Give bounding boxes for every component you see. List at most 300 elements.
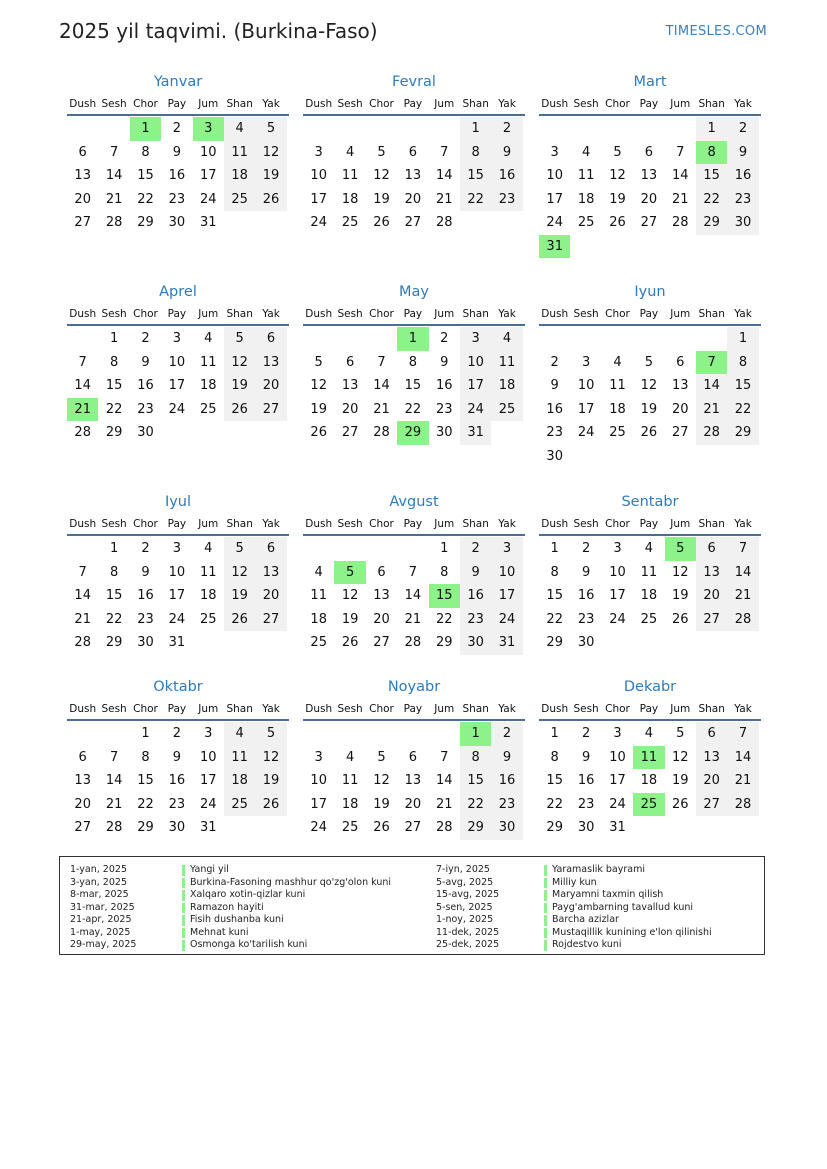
empty-cell	[602, 327, 633, 351]
day-cell: 19	[224, 374, 255, 398]
empty-cell	[665, 327, 696, 351]
day-cell: 19	[341, 611, 359, 627]
day-cell: 3	[550, 144, 559, 160]
day-cell: 7	[109, 144, 119, 160]
day-cell: 9	[172, 749, 181, 765]
day-cell: 19	[671, 588, 689, 603]
day-cell: 16	[435, 378, 453, 393]
weekday-label: Yak	[498, 703, 516, 715]
day-grid	[539, 117, 761, 258]
holiday-day-cell: 5	[334, 561, 365, 585]
day-cell: 31	[199, 820, 217, 835]
day-cell: 14	[727, 746, 758, 770]
day-cell: 15	[404, 378, 422, 393]
day-cell: 16	[727, 164, 758, 188]
day-cell: 11	[577, 168, 595, 183]
holiday-day-cell: 15	[429, 584, 460, 608]
day-cell: 7	[440, 144, 449, 160]
day-cell: 28	[435, 215, 453, 230]
day-cell: 23	[577, 611, 595, 627]
empty-cell	[696, 327, 727, 351]
day-cell: 8	[141, 144, 150, 160]
day-cell: 2	[550, 354, 559, 370]
day-cell: 22	[105, 401, 123, 417]
empty-cell	[98, 722, 129, 746]
day-cell: 10	[491, 561, 522, 585]
day-cell: 22	[435, 611, 453, 627]
empty-cell	[366, 327, 397, 351]
day-cell: 12	[609, 168, 626, 183]
day-cell: 2	[172, 726, 181, 741]
day-cell: 4	[644, 541, 653, 556]
day-cell: 1	[696, 117, 727, 141]
empty-cell	[429, 117, 460, 141]
site-link[interactable]: TIMESLES.COM	[665, 24, 767, 39]
weekday-label: Jum	[670, 308, 691, 320]
day-cell: 11	[609, 378, 626, 393]
day-cell: 4	[314, 564, 323, 580]
day-cell: 20	[255, 584, 286, 608]
weekday-label: Chor	[605, 518, 630, 530]
day-cell: 21	[373, 401, 390, 417]
holiday-day-cell: 8	[696, 141, 727, 165]
day-cell: 25	[341, 215, 359, 230]
day-cell: 6	[78, 749, 87, 765]
empty-cell	[67, 117, 98, 141]
day-cell: 7	[109, 749, 119, 765]
day-cell: 27	[341, 425, 359, 440]
day-cell: 21	[435, 796, 453, 812]
day-cell: 21	[105, 191, 123, 207]
day-cell: 26	[341, 635, 359, 650]
day-cell: 16	[577, 588, 595, 603]
weekday-label: Dush	[541, 308, 569, 320]
holiday-name: Payg'ambarning tavallud kuni	[552, 901, 694, 913]
day-cell: 17	[609, 773, 626, 788]
day-cell: 29	[105, 425, 123, 440]
day-cell: 30	[727, 211, 758, 235]
holiday-marker-icon	[544, 865, 547, 876]
day-cell: 26	[255, 188, 286, 212]
month-name: Sentabr	[621, 494, 679, 510]
day-cell: 2	[141, 541, 150, 556]
weekday-label: Chor	[133, 308, 158, 320]
day-cell: 9	[141, 354, 150, 370]
day-cell: 12	[373, 168, 390, 183]
day-cell: 10	[609, 749, 626, 765]
day-cell: 13	[255, 561, 286, 585]
day-cell: 11	[224, 746, 255, 770]
weekday-label: Sesh	[101, 703, 127, 715]
day-cell: 1	[440, 541, 449, 556]
weekday-label: Pay	[639, 98, 659, 110]
day-cell: 12	[310, 378, 327, 393]
day-cell: 11	[199, 564, 217, 580]
weekday-label: Sesh	[573, 308, 599, 320]
weekday-label: Jum	[198, 98, 219, 110]
empty-cell	[98, 117, 129, 141]
day-cell: 11	[341, 773, 359, 788]
weekday-label: Dush	[305, 703, 333, 715]
day-cell: 19	[255, 164, 286, 188]
month-name: Yanvar	[153, 74, 203, 90]
day-cell: 30	[168, 820, 186, 835]
day-cell: 10	[460, 351, 491, 375]
weekday-header	[67, 514, 289, 536]
month-name: Fevral	[392, 74, 436, 90]
day-cell: 19	[373, 796, 390, 812]
day-cell: 12	[373, 773, 390, 788]
day-cell: 2	[172, 121, 181, 136]
day-cell: 9	[460, 561, 491, 585]
day-cell: 10	[310, 773, 327, 788]
weekday-label: Chor	[133, 703, 158, 715]
month-name: Oktabr	[153, 679, 203, 695]
weekday-label: Chor	[369, 308, 394, 320]
day-cell: 22	[460, 188, 491, 212]
day-cell: 24	[310, 215, 327, 230]
weekday-header	[539, 514, 761, 536]
day-cell: 2	[727, 117, 758, 141]
day-cell: 24	[609, 611, 626, 627]
weekday-label: Pay	[639, 308, 659, 320]
weekday-label: Sesh	[337, 98, 363, 110]
holiday-marker-icon	[544, 915, 547, 926]
day-cell: 12	[671, 749, 689, 765]
month-aprel	[67, 280, 289, 445]
day-grid	[67, 722, 289, 840]
day-cell: 15	[460, 769, 491, 793]
day-cell: 18	[199, 378, 217, 393]
day-cell: 14	[435, 168, 453, 183]
day-cell: 25	[224, 793, 255, 817]
day-cell: 17	[310, 191, 327, 207]
day-cell: 14	[373, 378, 390, 393]
holiday-date: 15-avg, 2025	[436, 889, 500, 900]
day-cell: 23	[491, 793, 522, 817]
day-cell: 3	[613, 726, 622, 741]
day-cell: 14	[696, 374, 727, 398]
day-cell: 28	[74, 635, 91, 650]
day-cell: 17	[168, 588, 186, 603]
day-cell: 4	[581, 144, 591, 160]
day-cell: 1	[460, 117, 491, 141]
day-cell: 7	[377, 354, 386, 370]
day-cell: 6	[78, 144, 87, 160]
day-cell: 18	[640, 773, 658, 788]
holiday-legend	[59, 856, 765, 955]
day-cell: 10	[577, 378, 595, 393]
day-cell: 9	[581, 564, 591, 580]
day-cell: 4	[345, 749, 355, 765]
day-cell: 11	[640, 564, 658, 580]
day-cell: 10	[310, 168, 327, 183]
day-cell: 5	[255, 722, 286, 746]
weekday-label: Shan	[462, 308, 489, 320]
day-cell: 21	[671, 191, 689, 207]
day-cell: 13	[671, 378, 689, 393]
day-cell: 28	[696, 421, 727, 445]
day-cell: 8	[550, 749, 559, 765]
holiday-date: 21-apr, 2025	[70, 914, 132, 925]
day-cell: 23	[460, 608, 491, 632]
day-grid	[539, 537, 761, 655]
day-cell: 22	[727, 398, 758, 422]
day-cell: 12	[671, 564, 689, 580]
day-cell: 23	[435, 401, 453, 417]
day-cell: 26	[640, 425, 658, 440]
page-title: 2025 yil taqvimi. (Burkina-Faso)	[59, 19, 378, 43]
empty-cell	[67, 722, 98, 746]
day-cell: 30	[491, 816, 522, 840]
day-cell: 29	[435, 635, 453, 650]
day-cell: 19	[310, 401, 327, 417]
day-cell: 17	[546, 191, 563, 207]
day-cell: 11	[224, 141, 255, 165]
holiday-day-cell: 1	[397, 327, 428, 351]
day-cell: 22	[105, 611, 123, 627]
empty-cell	[665, 117, 696, 141]
day-cell: 4	[224, 117, 255, 141]
day-cell: 6	[676, 354, 685, 370]
day-cell: 18	[609, 401, 626, 417]
weekday-label: Shan	[698, 98, 725, 110]
day-cell: 19	[224, 584, 255, 608]
day-cell: 22	[696, 188, 727, 212]
day-cell: 13	[696, 561, 727, 585]
day-cell: 6	[644, 144, 653, 160]
day-cell: 27	[404, 215, 422, 230]
holiday-marker-icon	[544, 890, 547, 901]
day-cell: 5	[377, 749, 386, 765]
day-cell: 14	[74, 588, 91, 603]
holiday-day-cell: 29	[397, 421, 428, 445]
weekday-label: Sesh	[337, 308, 363, 320]
day-cell: 2	[491, 722, 522, 746]
empty-cell	[334, 722, 365, 746]
day-cell: 7	[727, 537, 758, 561]
day-grid	[303, 722, 525, 840]
day-cell: 25	[640, 611, 658, 627]
weekday-label: Sesh	[573, 98, 599, 110]
day-grid	[303, 117, 525, 235]
day-cell: 19	[671, 773, 689, 788]
day-cell: 13	[373, 588, 390, 603]
day-cell: 8	[460, 746, 491, 770]
day-cell: 11	[199, 354, 217, 370]
day-cell: 13	[640, 168, 658, 183]
weekday-label: Jum	[198, 703, 219, 715]
holiday-day-cell: 31	[539, 235, 570, 259]
day-grid	[539, 722, 761, 840]
weekday-label: Pay	[167, 518, 187, 530]
day-cell: 28	[404, 635, 422, 650]
day-cell: 16	[491, 164, 522, 188]
day-cell: 1	[550, 541, 559, 556]
holiday-day-cell: 1	[460, 722, 491, 746]
day-cell: 10	[546, 168, 563, 183]
weekday-label: Pay	[167, 98, 187, 110]
holiday-name: Mustaqillik kunining e'lon qilinishi	[552, 926, 712, 938]
empty-cell	[366, 537, 397, 561]
day-cell: 29	[696, 211, 727, 235]
day-cell: 2	[440, 331, 449, 346]
holiday-date: 7-iyn, 2025	[436, 864, 490, 875]
holiday-day-cell: 7	[696, 351, 727, 375]
day-cell: 25	[199, 401, 217, 417]
day-cell: 29	[137, 215, 154, 230]
holiday-name: Rojdestvo kuni	[552, 939, 622, 950]
weekday-label: Jum	[434, 703, 455, 715]
day-cell: 5	[314, 354, 323, 370]
weekday-label: Yak	[262, 98, 280, 110]
day-cell: 17	[199, 168, 217, 183]
weekday-header	[539, 699, 761, 721]
month-dekabr	[539, 675, 761, 840]
holiday-name: Barcha azizlar	[552, 914, 619, 925]
day-cell: 8	[408, 354, 417, 370]
holiday-name: Fisih dushanba kuni	[190, 914, 284, 925]
day-cell: 18	[199, 588, 217, 603]
holiday-name: Burkina-Fasoning mashhur qo'zg'olon kuni	[190, 876, 392, 888]
day-cell: 14	[105, 773, 123, 788]
day-cell: 15	[105, 378, 123, 393]
day-cell: 21	[404, 611, 422, 627]
day-grid	[303, 537, 525, 655]
empty-cell	[397, 722, 428, 746]
holiday-date: 29-may, 2025	[70, 939, 137, 950]
day-cell: 25	[310, 635, 327, 650]
empty-cell	[67, 537, 98, 561]
day-cell: 16	[168, 773, 186, 788]
day-cell: 6	[255, 327, 286, 351]
day-cell: 20	[255, 374, 286, 398]
weekday-label: Yak	[262, 703, 280, 715]
month-noyabr	[303, 675, 525, 840]
empty-cell	[303, 117, 334, 141]
day-cell: 16	[491, 769, 522, 793]
day-cell: 6	[377, 564, 386, 580]
day-cell: 3	[204, 726, 213, 741]
day-cell: 27	[696, 793, 727, 817]
day-cell: 26	[609, 215, 626, 230]
day-cell: 28	[727, 793, 758, 817]
weekday-label: Chor	[369, 98, 394, 110]
day-cell: 21	[727, 769, 758, 793]
holiday-day-cell: 21	[67, 398, 98, 422]
empty-cell	[303, 722, 334, 746]
day-cell: 4	[491, 327, 522, 351]
day-grid	[67, 537, 289, 655]
day-cell: 27	[255, 608, 286, 632]
day-cell: 3	[172, 331, 181, 346]
day-cell: 30	[137, 635, 154, 650]
day-cell: 14	[105, 168, 123, 183]
holiday-name: Milliy kun	[552, 876, 597, 888]
day-cell: 20	[640, 191, 658, 207]
day-cell: 16	[137, 378, 154, 393]
day-cell: 23	[137, 401, 154, 417]
day-cell: 26	[310, 425, 327, 440]
day-cell: 13	[404, 168, 422, 183]
day-cell: 24	[491, 608, 522, 632]
weekday-label: Chor	[133, 98, 158, 110]
day-cell: 12	[255, 141, 286, 165]
day-cell: 4	[644, 726, 653, 741]
weekday-label: Chor	[133, 518, 158, 530]
day-grid	[67, 327, 289, 445]
weekday-label: Shan	[226, 98, 253, 110]
day-cell: 31	[199, 215, 217, 230]
day-cell: 16	[168, 168, 186, 183]
day-cell: 27	[696, 608, 727, 632]
day-cell: 19	[609, 191, 626, 207]
day-cell: 7	[408, 564, 417, 580]
weekday-header	[539, 304, 761, 326]
day-cell: 28	[671, 215, 689, 230]
day-cell: 4	[224, 722, 255, 746]
holiday-marker-icon	[182, 903, 185, 914]
day-cell: 5	[377, 144, 386, 160]
day-cell: 6	[696, 722, 727, 746]
day-grid	[539, 327, 761, 468]
day-cell: 4	[345, 144, 355, 160]
day-cell: 25	[577, 215, 595, 230]
empty-cell	[633, 117, 664, 141]
holiday-name: Osmonga ko'tarilish kuni	[190, 939, 308, 950]
day-cell: 27	[404, 820, 422, 835]
holiday-name: Yaramaslik bayrami	[552, 864, 645, 875]
day-cell: 25	[224, 188, 255, 212]
day-cell: 2	[491, 117, 522, 141]
day-cell: 21	[696, 398, 727, 422]
day-cell: 30	[577, 635, 595, 650]
day-cell: 20	[696, 584, 727, 608]
day-cell: 10	[168, 354, 186, 370]
weekday-header	[303, 94, 525, 116]
weekday-label: Dush	[69, 518, 97, 530]
weekday-label: Shan	[698, 518, 725, 530]
weekday-label: Jum	[198, 518, 219, 530]
day-cell: 5	[676, 726, 685, 741]
weekday-label: Jum	[670, 703, 691, 715]
day-cell: 8	[550, 564, 559, 580]
day-cell: 29	[727, 421, 758, 445]
holiday-name: Yangi yil	[190, 864, 229, 875]
weekday-label: Pay	[639, 518, 659, 530]
day-cell: 10	[609, 564, 626, 580]
day-cell: 19	[373, 191, 390, 207]
day-cell: 10	[199, 144, 217, 160]
day-cell: 27	[74, 215, 91, 230]
day-cell: 7	[78, 354, 87, 370]
day-cell: 15	[546, 588, 563, 603]
holiday-day-cell: 5	[665, 537, 696, 561]
day-cell: 27	[255, 398, 286, 422]
holiday-date: 1-noy, 2025	[436, 914, 494, 925]
day-cell: 18	[341, 191, 359, 207]
day-cell: 12	[224, 351, 255, 375]
day-cell: 28	[727, 608, 758, 632]
month-name: Dekabr	[623, 679, 677, 695]
weekday-label: Pay	[403, 308, 423, 320]
weekday-label: Dush	[305, 518, 333, 530]
day-cell: 25	[609, 425, 626, 440]
day-cell: 15	[137, 168, 154, 183]
day-cell: 9	[491, 141, 522, 165]
day-cell: 9	[727, 141, 758, 165]
month-iyul	[67, 490, 289, 655]
